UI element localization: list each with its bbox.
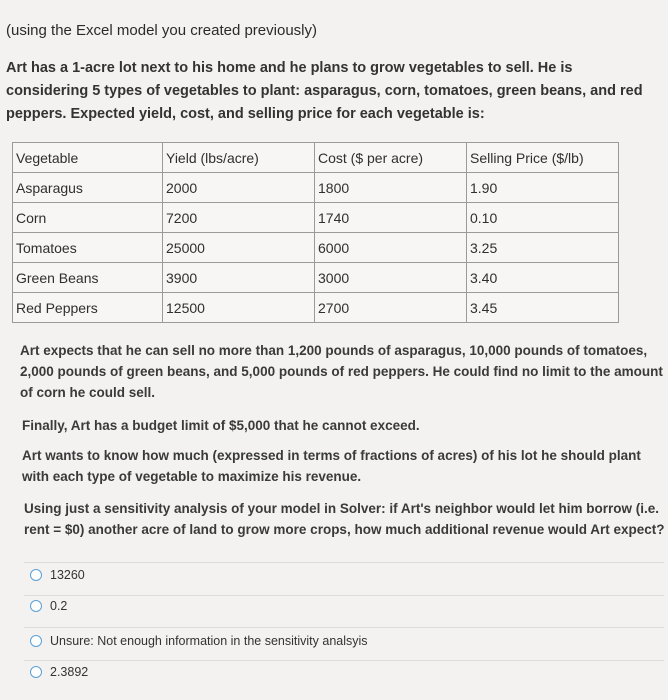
header-cell: Vegetable (13, 143, 163, 173)
vegetable-table (12, 142, 619, 323)
option-divider (24, 562, 664, 563)
radio-button[interactable] (30, 666, 42, 678)
table-cell: 3.45 (467, 293, 619, 323)
table-cell: 3.40 (467, 263, 619, 293)
table-cell: Tomatoes (13, 233, 163, 263)
table-cell: 3900 (163, 263, 315, 293)
answer-option-2[interactable] (30, 599, 67, 613)
table-cell: 1.90 (467, 173, 619, 203)
table-cell: 7200 (163, 203, 315, 233)
option-label: 13260 (50, 568, 85, 582)
table-row (13, 293, 619, 323)
table-cell: 1740 (315, 203, 467, 233)
option-label: 2.3892 (50, 665, 89, 679)
table-row (13, 263, 619, 293)
header-note: (using the Excel model you created previously) (6, 22, 317, 39)
header-cell: Selling Price ($/lb) (467, 143, 619, 173)
table-row (13, 233, 619, 263)
question-text: Using just a sensitivity analysis of your model in Solver: if Art's neighbor would let him borrow (i.e. rent = $0) another acre of land to grow more crops, how much additional revenue would Art expect? (24, 501, 665, 537)
radio-button[interactable] (30, 600, 42, 612)
table-cell: Green Beans (13, 263, 163, 293)
table-cell: 6000 (315, 233, 467, 263)
option-divider (24, 627, 664, 628)
answer-option-3[interactable] (30, 634, 368, 648)
option-label: Unsure: Not enough information in the sensitivity analsyis (50, 634, 368, 648)
table-cell: Asparagus (13, 173, 163, 203)
sales-limits-text: Art expects that he can sell no more than 1,200 pounds of asparagus, 10,000 pounds of tomatoes, 2,000 pounds of green beans, and 5,000 pounds of red peppers. He could find no limit to the amount of corn he could sell. (20, 343, 663, 400)
budget-text: Finally, Art has a budget limit of $5,000 that he cannot exceed. (22, 418, 420, 433)
table-cell: 1800 (315, 173, 467, 203)
problem-intro: Art has a 1-acre lot next to his home and he plans to grow vegetables to sell. He is considering 5 types of vegetables to plant: asparagus, corn, tomatoes, green beans, and red peppers. Expected yield, cost, and selling price for each vegetable is: (6, 60, 643, 122)
option-divider (24, 595, 664, 596)
radio-button[interactable] (30, 635, 42, 647)
option-label: 0.2 (50, 599, 68, 613)
table-cell: 2000 (163, 173, 315, 203)
option-divider (24, 660, 664, 661)
answer-option-4[interactable] (30, 665, 88, 679)
answer-option-1[interactable] (30, 568, 85, 582)
table-cell: 25000 (163, 233, 315, 263)
header-cell: Yield (lbs/acre) (163, 143, 315, 173)
radio-button[interactable] (30, 569, 42, 581)
table-row (13, 203, 619, 233)
table-cell: 12500 (163, 293, 315, 323)
goal-text: Art wants to know how much (expressed in terms of fractions of acres) of his lot he should plant with each type of vegetable to maximize his revenue. (22, 448, 641, 484)
table-cell: Red Peppers (13, 293, 163, 323)
table-row (13, 173, 619, 203)
table-cell: Corn (13, 203, 163, 233)
table-cell: 3.25 (467, 233, 619, 263)
table-cell: 0.10 (467, 203, 619, 233)
header-cell: Cost ($ per acre) (315, 143, 467, 173)
table-cell: 3000 (315, 263, 467, 293)
table-cell: 2700 (315, 293, 467, 323)
table-header-row (13, 143, 619, 173)
